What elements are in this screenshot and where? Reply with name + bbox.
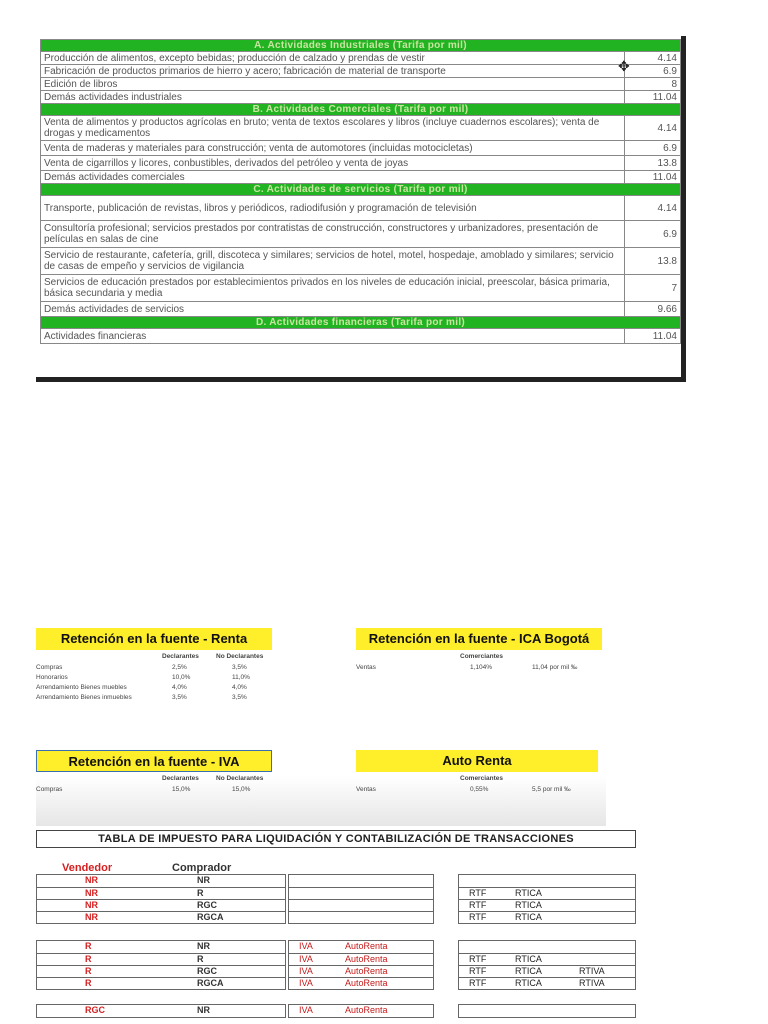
table-row bbox=[289, 911, 433, 923]
vendedor-header: Vendedor bbox=[62, 862, 113, 874]
tax-1: IVA bbox=[299, 1005, 313, 1015]
table-row bbox=[459, 899, 635, 911]
parties-group bbox=[36, 874, 286, 924]
value-2: 11,0% bbox=[232, 674, 250, 681]
table-row bbox=[41, 91, 681, 104]
table-row bbox=[37, 887, 285, 899]
tariff-rate: 7 bbox=[625, 275, 681, 302]
tariff-rate: 4.14 bbox=[625, 116, 681, 141]
section-header: B. Actividades Comerciales (Tarifa por mil) bbox=[41, 104, 681, 116]
table-row bbox=[459, 911, 635, 923]
seller-type: RGC bbox=[85, 1005, 105, 1015]
col-comerciantes: Comerciantes bbox=[460, 775, 503, 782]
retentions-group bbox=[458, 940, 636, 990]
taxes-group bbox=[288, 1004, 434, 1018]
table-row bbox=[37, 875, 285, 887]
parties-group bbox=[36, 940, 286, 990]
table-row bbox=[289, 941, 433, 953]
col-comerciantes: Comerciantes bbox=[460, 653, 503, 660]
activity-description: Venta de alimentos y productos agrícolas en bruto; venta de textos escolares y libros (incluye cuadernos escolares); venta de drogas y medicamentos bbox=[41, 116, 625, 141]
table-row bbox=[37, 911, 285, 923]
tax-2: AutoRenta bbox=[345, 941, 388, 951]
table-row bbox=[459, 965, 635, 977]
value-1: 3,5% bbox=[172, 694, 187, 701]
ica-tariff-table bbox=[40, 39, 681, 344]
value-1: 4,0% bbox=[172, 684, 187, 691]
tariff-rate: 13.8 bbox=[625, 248, 681, 275]
table-row bbox=[41, 248, 681, 275]
retention-1: RTF bbox=[469, 888, 487, 898]
value-1: 15,0% bbox=[172, 786, 191, 793]
retention-2: RTICA bbox=[515, 888, 542, 898]
activity-description: Edición de libros bbox=[41, 78, 625, 91]
retencion-iva-title: Retención en la fuente - IVA bbox=[36, 750, 272, 772]
table-row bbox=[459, 1005, 635, 1017]
table-row bbox=[41, 302, 681, 317]
auto-renta-title: Auto Renta bbox=[356, 750, 598, 772]
table-row bbox=[41, 141, 681, 156]
seller-type: R bbox=[85, 966, 92, 976]
taxes-group bbox=[288, 874, 434, 924]
parties-group bbox=[36, 1004, 286, 1018]
taxes-group bbox=[288, 940, 434, 990]
table-row bbox=[459, 887, 635, 899]
retention-2: RTICA bbox=[515, 900, 542, 910]
activity-description: Consultoría profesional; servicios prestados por contratistas de construcción, constructores y urbanizadores, presentación de películas en salas de cine bbox=[41, 221, 625, 248]
tax-1: IVA bbox=[299, 941, 313, 951]
buyer-type: RGCA bbox=[197, 978, 224, 988]
comprador-header: Comprador bbox=[172, 862, 232, 874]
tariff-rate: 8 bbox=[625, 78, 681, 91]
value-2: 3,5% bbox=[232, 664, 247, 671]
tax-table-title: TABLA DE IMPUESTO PARA LIQUIDACIÓN Y CONTABILIZACIÓN DE TRANSACCIONES bbox=[36, 830, 636, 848]
value-1: 1,104% bbox=[470, 664, 493, 671]
table-row bbox=[41, 196, 681, 221]
table-row bbox=[37, 1005, 285, 1017]
tariff-rate: 6.9 bbox=[625, 221, 681, 248]
retention-3: RTIVA bbox=[579, 978, 605, 988]
table-row bbox=[289, 953, 433, 965]
seller-type: NR bbox=[85, 875, 98, 885]
retencion-ica-box bbox=[356, 628, 602, 680]
retencion-ica-title: Retención en la fuente - ICA Bogotá bbox=[356, 628, 602, 650]
value-2: 15,0% bbox=[232, 786, 251, 793]
value-1: 10,0% bbox=[172, 674, 191, 681]
buyer-type: NR bbox=[197, 1005, 210, 1015]
auto-renta-box bbox=[356, 750, 598, 802]
section-header: C. Actividades de servicios (Tarifa por mil) bbox=[41, 184, 681, 196]
activity-description: Servicios de educación prestados por establecimientos privados en los niveles de educación inicial, preescolar, básica primaria, básica secundaria y media bbox=[41, 275, 625, 302]
activity-description: Producción de alimentos, excepto bebidas; producción de calzado y prendas de vestir bbox=[41, 52, 625, 65]
activity-description: Servicio de restaurante, cafetería, grill, discoteca y similares; servicios de hotel, motel, hospedaje, amoblado y similares; servicio de casas de empeño y servicios de vigilancia bbox=[41, 248, 625, 275]
buyer-type: R bbox=[197, 888, 204, 898]
seller-type: NR bbox=[85, 912, 98, 922]
retention-2: RTICA bbox=[515, 966, 542, 976]
retention-3: RTIVA bbox=[579, 966, 605, 976]
table-row bbox=[459, 977, 635, 989]
row-label: Ventas bbox=[356, 786, 376, 793]
table-row bbox=[41, 221, 681, 248]
table-row bbox=[41, 329, 681, 344]
table-row bbox=[41, 116, 681, 141]
tax-1: IVA bbox=[299, 978, 313, 988]
activity-description: Actividades financieras bbox=[41, 329, 625, 344]
row-label: Arrendamiento Bienes muebles bbox=[36, 684, 127, 691]
row-label: Compras bbox=[36, 664, 63, 671]
activity-description: Transporte, publicación de revistas, libros y periódicos, radiodifusión y programación de televisión bbox=[41, 196, 625, 221]
table-row bbox=[41, 52, 681, 65]
col-declarantes: Declarantes bbox=[162, 775, 199, 782]
row-label: Ventas bbox=[356, 664, 376, 671]
table-row bbox=[289, 887, 433, 899]
table-row bbox=[459, 875, 635, 887]
value-1: 0,55% bbox=[470, 786, 489, 793]
col-declarantes: Declarantes bbox=[162, 653, 199, 660]
tariff-rate: 6.9 bbox=[625, 65, 681, 78]
buyer-type: NR bbox=[197, 875, 210, 885]
retention-1: RTF bbox=[469, 966, 487, 976]
table-row bbox=[289, 875, 433, 887]
seller-type: R bbox=[85, 954, 92, 964]
table-row bbox=[37, 965, 285, 977]
table-row bbox=[289, 977, 433, 989]
retencion-renta-title: Retención en la fuente - Renta bbox=[36, 628, 272, 650]
table-row bbox=[289, 899, 433, 911]
seller-type: NR bbox=[85, 900, 98, 910]
activity-description: Demás actividades industriales bbox=[41, 91, 625, 104]
table-row bbox=[37, 977, 285, 989]
retentions-group bbox=[458, 874, 636, 924]
value-2: 4,0% bbox=[232, 684, 247, 691]
table-row bbox=[41, 65, 681, 78]
cursor-icon: ✥ bbox=[618, 58, 630, 74]
retention-1: RTF bbox=[469, 954, 487, 964]
buyer-type: R bbox=[197, 954, 204, 964]
tariff-rate: 9.66 bbox=[625, 302, 681, 317]
seller-type: R bbox=[85, 941, 92, 951]
tax-1: IVA bbox=[299, 966, 313, 976]
retention-2: RTICA bbox=[515, 978, 542, 988]
table-row bbox=[41, 78, 681, 91]
table-row bbox=[41, 171, 681, 184]
table-row bbox=[41, 156, 681, 171]
table-row bbox=[41, 275, 681, 302]
tariff-rate: 6.9 bbox=[625, 141, 681, 156]
tariff-rate: 11.04 bbox=[625, 91, 681, 104]
activity-description: Demás actividades comerciales bbox=[41, 171, 625, 184]
row-label: Compras bbox=[36, 786, 63, 793]
tariff-rate: 11.04 bbox=[625, 171, 681, 184]
seller-type: NR bbox=[85, 888, 98, 898]
col-no-declarantes: No Declarantes bbox=[216, 653, 264, 660]
retencion-iva-box bbox=[36, 750, 272, 802]
row-label: Arrendamiento Bienes inmuebles bbox=[36, 694, 132, 701]
table-row bbox=[37, 953, 285, 965]
table-row bbox=[459, 953, 635, 965]
tax-1: IVA bbox=[299, 954, 313, 964]
tax-2: AutoRenta bbox=[345, 978, 388, 988]
buyer-type: RGC bbox=[197, 900, 217, 910]
tax-2: AutoRenta bbox=[345, 966, 388, 976]
activity-description: Demás actividades de servicios bbox=[41, 302, 625, 317]
col-no-declarantes: No Declarantes bbox=[216, 775, 264, 782]
retention-2: RTICA bbox=[515, 912, 542, 922]
section-header: A. Actividades Industriales (Tarifa por mil) bbox=[41, 40, 681, 52]
table-row bbox=[289, 965, 433, 977]
retentions-group bbox=[458, 1004, 636, 1018]
row-label: Honorarios bbox=[36, 674, 68, 681]
retention-1: RTF bbox=[469, 978, 487, 988]
ica-tariff-table-container bbox=[36, 36, 686, 382]
value-2: 5,5 por mil ‰ bbox=[532, 786, 571, 793]
tax-2: AutoRenta bbox=[345, 954, 388, 964]
section-header: D. Actividades financieras (Tarifa por mil) bbox=[41, 317, 681, 329]
activity-description: Fabricación de productos primarios de hierro y acero; fabricación de material de transporte bbox=[41, 65, 625, 78]
tariff-rate: 13.8 bbox=[625, 156, 681, 171]
buyer-type: RGCA bbox=[197, 912, 224, 922]
retention-1: RTF bbox=[469, 900, 487, 910]
table-row bbox=[37, 899, 285, 911]
table-row bbox=[459, 941, 635, 953]
value-2: 3,5% bbox=[232, 694, 247, 701]
buyer-type: NR bbox=[197, 941, 210, 951]
value-1: 2,5% bbox=[172, 664, 187, 671]
activity-description: Venta de cigarrillos y licores, conbustibles, derivados del petróleo y venta de joyas bbox=[41, 156, 625, 171]
tax-2: AutoRenta bbox=[345, 1005, 388, 1015]
tariff-rate: 4.14 bbox=[625, 52, 681, 65]
table-row bbox=[37, 941, 285, 953]
value-2: 11,04 por mil ‰ bbox=[532, 664, 578, 671]
activity-description: Venta de maderas y materiales para construcción; venta de automotores (incluidas motocicletas) bbox=[41, 141, 625, 156]
retention-2: RTICA bbox=[515, 954, 542, 964]
seller-type: R bbox=[85, 978, 92, 988]
tariff-rate: 4.14 bbox=[625, 196, 681, 221]
retention-1: RTF bbox=[469, 912, 487, 922]
retencion-renta-box bbox=[36, 628, 272, 710]
tariff-rate: 11.04 bbox=[625, 329, 681, 344]
buyer-type: RGC bbox=[197, 966, 217, 976]
table-row bbox=[289, 1005, 433, 1017]
